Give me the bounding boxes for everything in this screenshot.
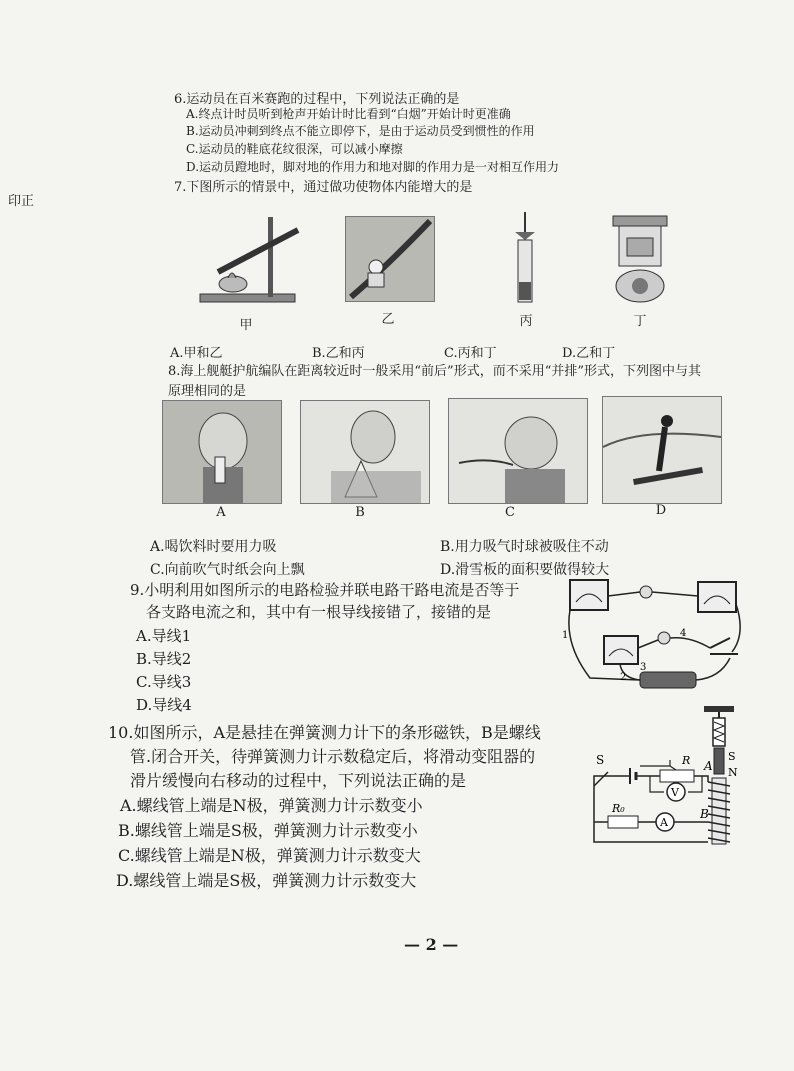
- q10-label-rheostat: R: [682, 754, 691, 767]
- q10-label-pole-n: N: [728, 766, 738, 779]
- q7-figure-ding: [605, 208, 675, 306]
- q7-label-jia: 甲: [239, 318, 253, 333]
- q10-option-b: B.螺线管上端是S极，弹簧测力计示数变小: [118, 821, 418, 840]
- q7-option-a: A.甲和乙: [170, 346, 223, 361]
- q8-photo-b: [300, 400, 430, 504]
- q7-figure-jia: [198, 212, 308, 312]
- q7-label-bing: 丙: [519, 314, 533, 329]
- q6-option-d: D.运动员蹬地时，脚对地的作用力和地对脚的作用力是一对相互作用力: [186, 160, 560, 174]
- q10-label-magnet: A: [704, 759, 713, 773]
- q8-photo-d: [602, 396, 722, 504]
- q9-option-c: C.导线3: [136, 673, 192, 691]
- q8-option-d: D.滑雪板的面积要做得较大: [440, 562, 610, 578]
- q8-stem-line2: 原理相同的是: [168, 384, 247, 399]
- q10-label-solenoid: B: [700, 807, 709, 821]
- q10-label-switch: S: [596, 753, 605, 767]
- q9-stem-line1: 9.小明利用如图所示的电路检验并联电路干路电流是否等于: [130, 581, 520, 599]
- q7-label-yi: 乙: [381, 312, 395, 327]
- q7-option-d: D.乙和丁: [562, 346, 616, 361]
- q8-option-c: C.向前吹气时纸会向上飘: [150, 562, 305, 578]
- q7-option-c: C.丙和丁: [444, 346, 497, 361]
- q10-label-ammeter: A: [660, 816, 668, 829]
- q9-option-d: D.导线4: [136, 696, 192, 714]
- q9-stem-line2: 各支路电流之和，其中有一根导线接错了，接错的是: [146, 603, 492, 621]
- q7-figure-bing: [510, 212, 540, 307]
- q10-stem-line3: 滑片缓慢向右移动的过程中，下列说法正确的是: [130, 771, 467, 790]
- q10-option-d: D.螺线管上端是S极，弹簧测力计示数变大: [116, 871, 417, 890]
- q8-option-b: B.用力吸气时球被吸住不动: [440, 539, 609, 555]
- q10-label-pole-s: S: [728, 750, 736, 763]
- q9-wire-label-1: 1: [562, 630, 569, 641]
- q8-label-c: C: [505, 505, 515, 520]
- q7-figure-yi: [345, 216, 435, 302]
- q6-stem: 6.运动员在百米赛跑的过程中，下列说法正确的是: [174, 92, 460, 107]
- q7-stem: 7.下图所示的情景中，通过做功使物体内能增大的是: [174, 180, 473, 195]
- q8-photo-c: [448, 398, 588, 504]
- q10-label-voltmeter: V: [671, 786, 679, 799]
- q9-option-a: A.导线1: [136, 627, 192, 645]
- q8-photo-a: [162, 400, 282, 504]
- q10-stem-line2: 管.闭合开关，待弹簧测力计示数稳定后，将滑动变阻器的: [130, 747, 536, 766]
- q10-option-a: A.螺线管上端是N极，弹簧测力计示数变小: [120, 796, 423, 815]
- q6-option-c: C.运动员的鞋底花纹很深，可以减小摩擦: [186, 142, 403, 156]
- q6-option-b: B.运动员冲刺到终点不能立即停下，是由于运动员受到惯性的作用: [186, 124, 535, 138]
- page-number: — 2 —: [404, 935, 459, 954]
- q10-option-c: C.螺线管上端是N极，弹簧测力计示数变大: [118, 846, 421, 865]
- q10-stem-line1: 10.如图所示，A是悬挂在弹簧测力计下的条形磁铁，B是螺线: [108, 723, 541, 742]
- q9-wire-label-4: 4: [680, 628, 687, 639]
- q8-label-a: A: [216, 505, 226, 520]
- q8-option-a: A.喝饮料时要用力吸: [150, 539, 277, 555]
- q7-option-b: B.乙和丙: [312, 346, 365, 361]
- q7-label-ding: 丁: [633, 314, 647, 329]
- q6-option-a: A.终点计时员听到枪声开始计时比看到“白烟”开始计时更准确: [186, 107, 511, 121]
- q8-label-b: B: [355, 505, 365, 520]
- q9-wire-label-3: 3: [640, 662, 647, 673]
- q8-label-d: D: [655, 503, 667, 518]
- q9-option-b: B.导线2: [136, 650, 192, 668]
- margin-note: 印正: [8, 194, 35, 209]
- q10-label-resistor: R₀: [612, 802, 625, 815]
- q9-circuit-diagram: [560, 574, 750, 694]
- q9-wire-label-2: 2: [620, 672, 627, 683]
- q8-stem-line1: 8.海上舰艇护航编队在距离较近时一般采用“前后”形式，而不采用“并排”形式，下列图中与其: [168, 364, 701, 379]
- q10-circuit-diagram: [580, 706, 755, 856]
